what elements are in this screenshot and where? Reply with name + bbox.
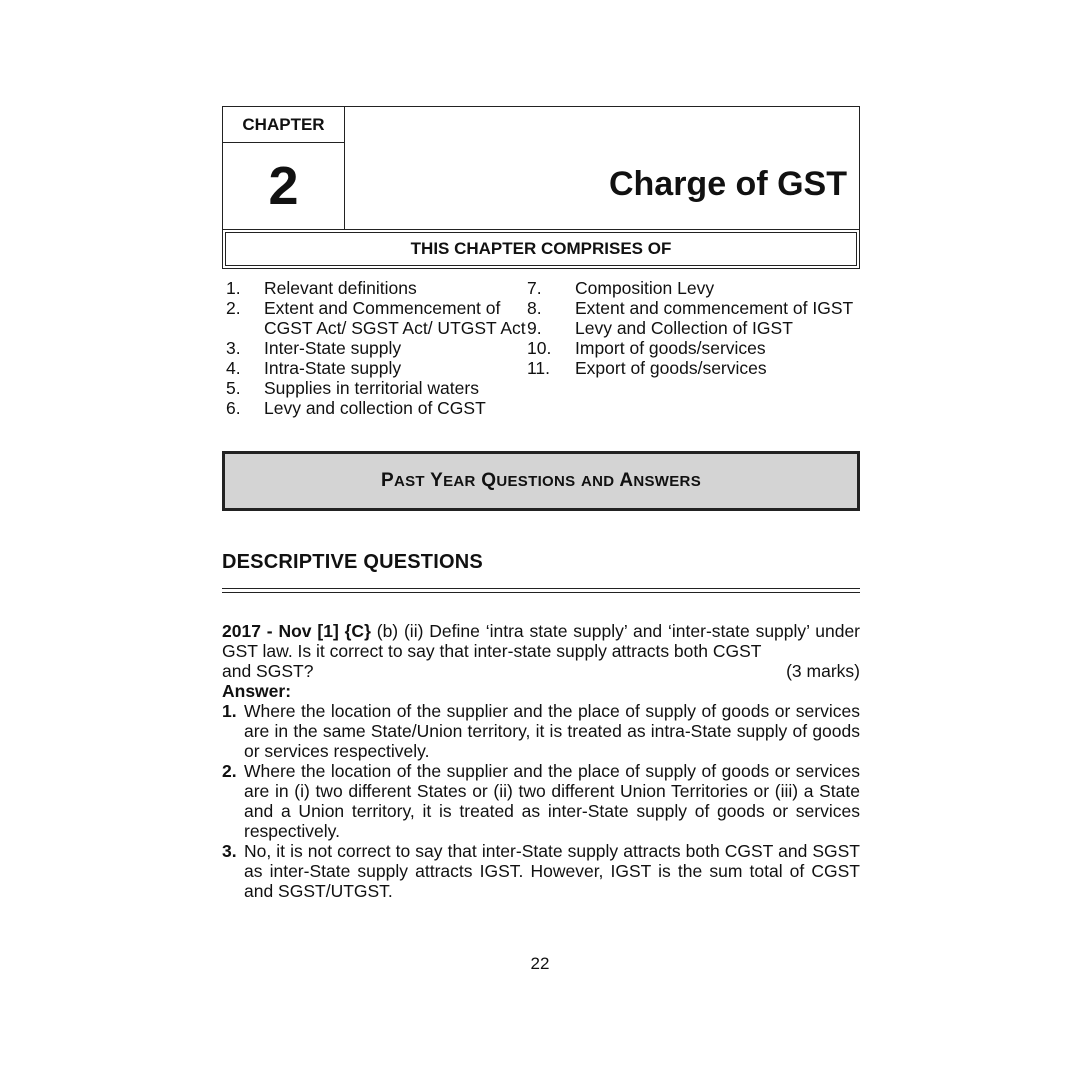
topic-number: 4. [226,358,241,378]
list-item [527,298,860,318]
topic-number: 9. [527,318,542,338]
topic-text: Supplies in territorial waters [264,378,479,398]
question-last-line [222,661,860,681]
answer-label: Answer: [222,681,292,701]
topic-number: 11. [527,358,551,378]
list-item [222,841,860,901]
topic-number: 8. [527,298,542,318]
question [222,621,860,681]
page-number: 22 [530,954,550,973]
topic-text: Relevant definitions [264,278,417,298]
topic-text: Inter-State supply [264,338,402,358]
topic-number: 1. [226,278,241,298]
document-page [222,106,860,901]
comprises-heading: THIS CHAPTER COMPRISES OF [225,232,857,266]
topic-number: 2. [226,298,241,318]
list-item [222,761,860,841]
list-item [222,701,860,761]
list-item [226,298,526,338]
banner-word: AST [393,473,425,490]
answer-list [222,701,860,901]
past-year-banner [222,451,860,511]
topic-text: Intra-State supply [264,358,402,378]
chapter-title: Charge of GST [608,165,847,203]
answer-text: Where the location of the supplier and the place of supply of goods or services are in the same State/Union territory, it is treated as intra-State supply of goods or services respectively. [244,701,860,761]
answer-text: No, it is not correct to say that inter-State supply attracts both CGST and SGST as inter-State supply attracts IGST. However, IGST is the sum total of CGST and SGST/UTGST. [244,841,860,901]
answer-text: Where the location of the supplier and the place of supply of goods or services are in (i) two different States or (ii) two different Union Territories or (iii) a State and a Union territory, it is treated as inter-State supply of goods or services respectively. [244,761,860,841]
question-text-end: and SGST? [222,661,314,681]
question-text: (b) (ii) Define ‘intra state supply’ and ‘inter-state supply’ under GST law. Is it correct to say that inter-state supply attracts both CGST [222,621,861,661]
topic-number: 5. [226,378,241,398]
list-item [527,278,860,298]
banner-text [381,470,701,492]
topic-number: 7. [527,278,542,298]
banner-letter: A [619,470,634,491]
banner-word: UESTIONS [496,473,576,490]
list-item [527,318,860,338]
list-item [527,358,860,378]
chapter-label: CHAPTER [223,107,344,143]
chapter-header [222,106,860,230]
topic-text: Composition Levy [575,278,715,298]
answer-number: 3. [222,841,237,861]
banner-word: NSWERS [633,473,701,490]
topic-column-right [527,278,860,378]
topic-list [222,266,860,446]
list-item [226,278,526,298]
answer-number: 2. [222,761,237,781]
topic-text: Extent and Commencement of CGST Act/ SGST Act/ UTGST Act [264,298,526,338]
topic-number: 6. [226,398,241,418]
topic-text: Extent and commencement of IGST [575,298,854,318]
topic-text: Levy and collection of CGST [264,398,486,418]
chapter-number: 2 [268,156,299,216]
section-heading: DESCRIPTIVE QUESTIONS [222,551,483,573]
banner-letter: Y [430,470,444,491]
topic-number: 3. [226,338,241,358]
list-item [226,338,526,358]
topic-text: Import of goods/services [575,338,766,358]
banner-letter: P [380,470,394,491]
chapter-number-box [223,107,345,229]
question-marks: (3 marks) [786,661,860,681]
banner-word: AND [581,473,615,490]
question-tag: 2017 - Nov [1] {C} [222,621,371,641]
list-item [226,398,526,418]
banner-letter: Q [481,470,497,491]
topic-number: 10. [527,338,552,358]
section-divider [222,588,860,593]
banner-word: EAR [443,473,476,490]
topic-column-left [226,278,526,418]
list-item [226,358,526,378]
list-item [226,378,526,398]
topic-text: Export of goods/services [575,358,767,378]
topic-text: Levy and Collection of IGST [575,318,793,338]
list-item [527,338,860,358]
answer-number: 1. [222,701,237,721]
